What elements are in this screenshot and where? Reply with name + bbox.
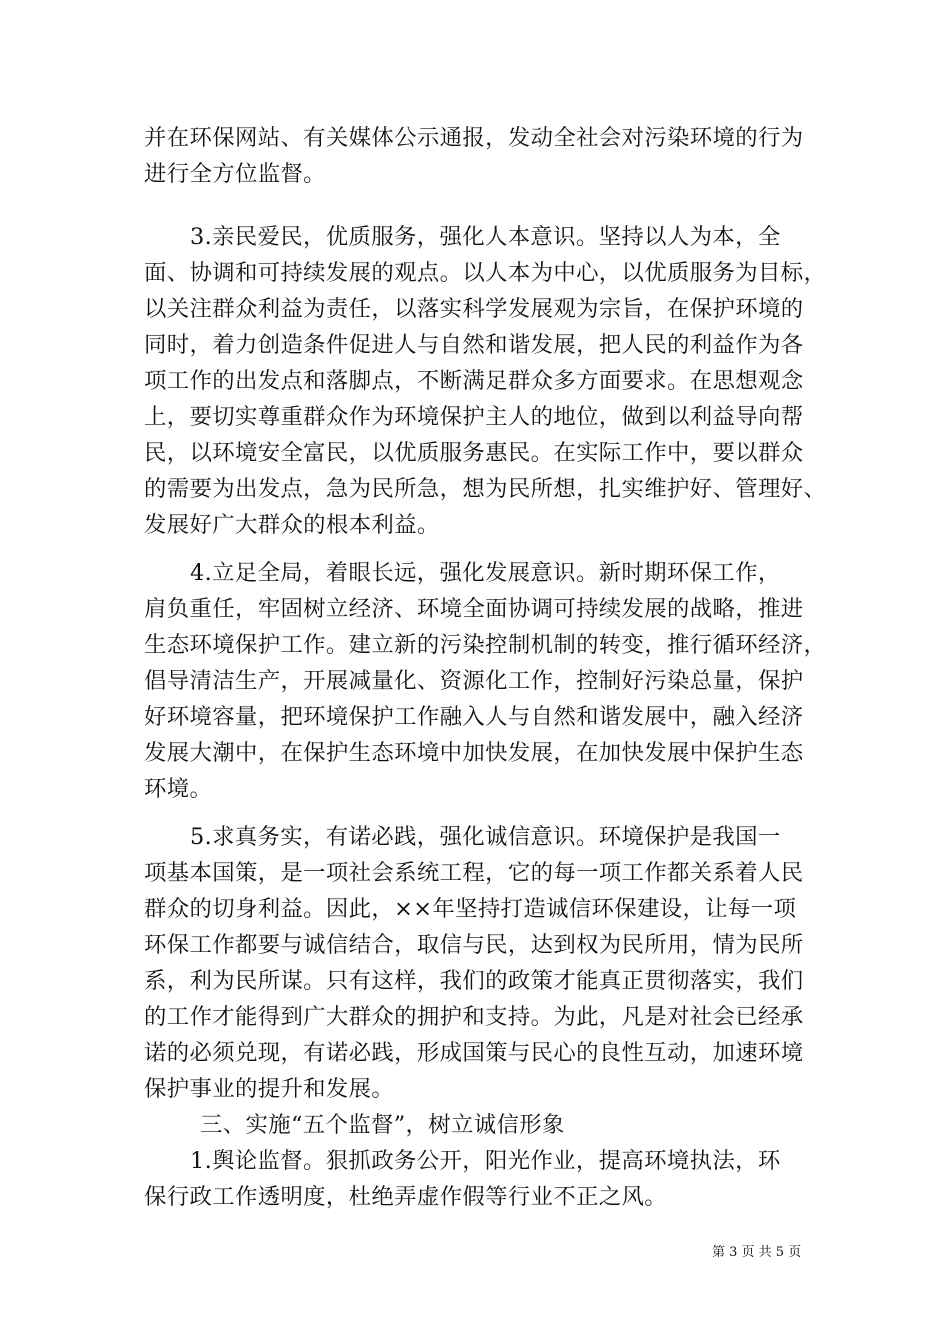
text-line: 发展好广大群众的根本利益。: [144, 512, 440, 538]
text-line: 进行全方位监督。: [144, 161, 326, 187]
text-line: 项工作的出发点和落脚点，不断满足群众多方面要求。在思想观念: [144, 368, 804, 394]
text-line: 保行政工作透明度，杜绝弄虚作假等行业不正之风。: [144, 1184, 668, 1210]
text-line: 好环境容量，把环境保护工作融入人与自然和谐发展中，融入经济: [144, 704, 804, 730]
page-number: 第 3 页 共 5 页: [712, 1245, 802, 1260]
text-line: 项基本国策，是一项社会系统工程，它的每一项工作都关系着人民: [144, 860, 804, 886]
text-line: 4.立足全局，着眼长远，强化发展意识。新时期环保工作，: [190, 560, 781, 586]
text-line: 环保工作都要与诚信结合，取信与民，达到权为民所用，情为民所: [144, 932, 804, 958]
text-line: 系，利为民所谋。只有这样，我们的政策才能真正贯彻落实，我们: [144, 968, 804, 994]
text-line: 倡导清洁生产，开展减量化、资源化工作，控制好污染总量，保护: [144, 668, 804, 694]
text-line: 1.舆论监督。狠抓政务公开，阳光作业，提高环境执法，环: [190, 1148, 781, 1174]
text-line: 诺的必须兑现，有诺必践，形成国策与民心的良性互动，加速环境: [144, 1040, 804, 1066]
text-line: 3.亲民爱民，优质服务，强化人本意识。坚持以人为本，全: [190, 224, 781, 250]
section-heading: 三、实施“五个监督”，树立诚信形象: [200, 1112, 565, 1138]
text-line: 5.求真务实，有诺必践，强化诚信意识。环境保护是我国一: [190, 824, 781, 850]
text-line: 群众的切身利益。因此，××年坚持打造诚信环保建设，让每一项: [144, 896, 797, 922]
text-line: 发展大潮中，在保护生态环境中加快发展，在加快发展中保护生态: [144, 740, 804, 766]
text-line: 民，以环境安全富民，以优质服务惠民。在实际工作中，要以群众: [144, 440, 804, 466]
text-line: 生态环境保护工作。建立新的污染控制机制的转变，推行循环经济，: [144, 632, 827, 658]
text-line: 保护事业的提升和发展。: [144, 1076, 395, 1102]
text-line: 面、协调和可持续发展的观点。以人本为中心，以优质服务为目标，: [144, 260, 827, 286]
text-line: 以关注群众利益为责任，以落实科学发展观为宗旨，在保护环境的: [144, 296, 804, 322]
text-line: 并在环保网站、有关媒体公示通报，发动全社会对污染环境的行为: [144, 125, 804, 151]
text-line: 的需要为出发点，急为民所急，想为民所想，扎实维护好、管理好、: [144, 476, 827, 502]
text-line: 同时，着力创造条件促进人与自然和谐发展，把人民的利益作为各: [144, 332, 804, 358]
text-line: 上，要切实尊重群众作为环境保护主人的地位，做到以利益导向帮: [144, 404, 804, 430]
text-line: 的工作才能得到广大群众的拥护和支持。为此，凡是对社会已经承: [144, 1004, 804, 1030]
text-line: 肩负重任，牢固树立经济、环境全面协调可持续发展的战略，推进: [144, 596, 804, 622]
text-line: 环境。: [144, 776, 213, 802]
